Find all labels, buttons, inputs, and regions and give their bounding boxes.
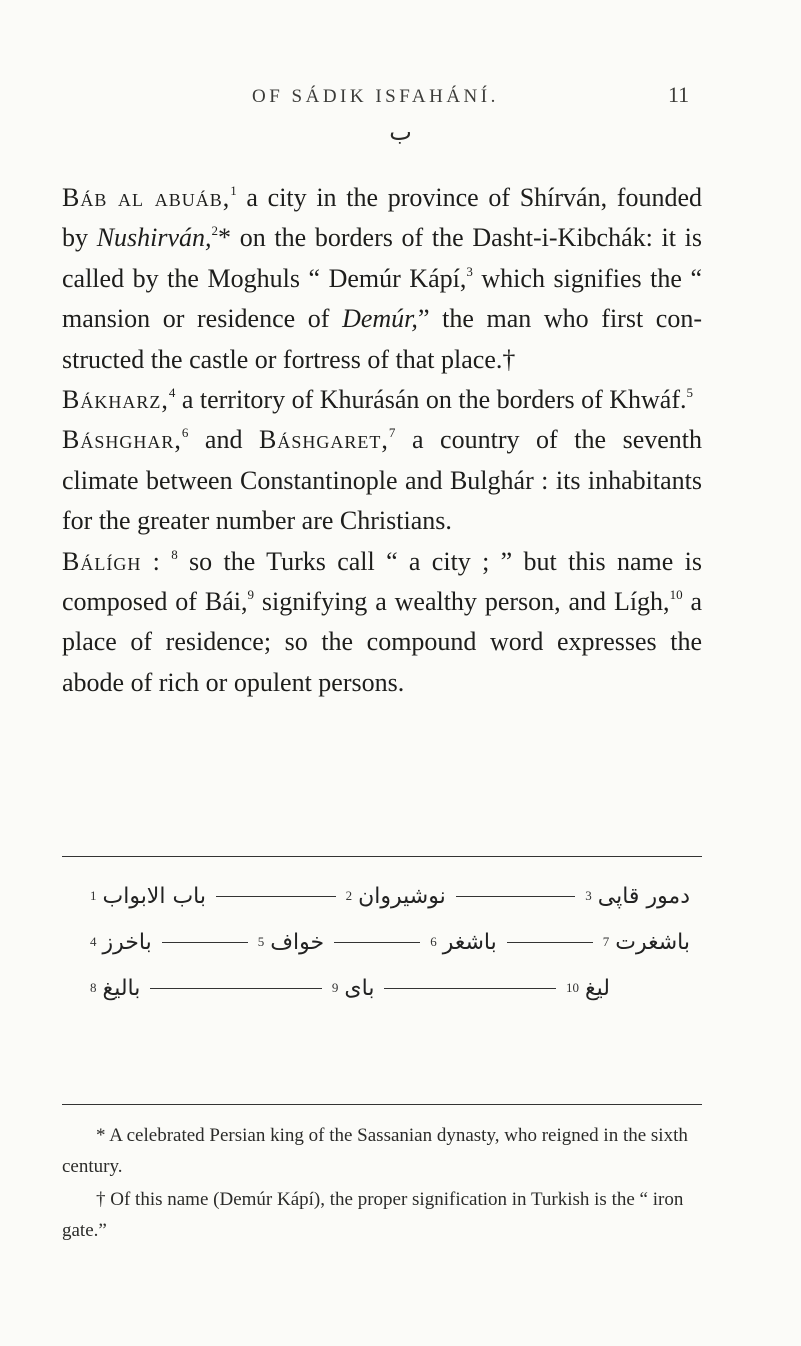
arabic-note-number: 8 (90, 979, 97, 995)
note-separator (456, 896, 576, 897)
notes-divider-top (62, 856, 702, 857)
entry-head: Báb al abuáb, (62, 183, 231, 212)
page-number: 11 (668, 82, 690, 107)
entry-baligh (62, 542, 702, 704)
arabic-note (90, 884, 206, 909)
arabic-notes-row-3 (90, 966, 610, 1010)
entry-text: so the Turks call “ a city ; ” but this name is composed of Bái, (62, 546, 702, 617)
footnote-dagger: † Of this name (Demúr Kápí), the proper signification in Turkish is the “ iron gate.” (62, 1189, 684, 1241)
notes-divider-bottom (62, 1104, 702, 1105)
arabic-note-number: 1 (90, 887, 97, 903)
note-ref: 6 (181, 425, 189, 441)
entry-text: ” the man who first constructed the castle or fortress of that place.† (62, 304, 702, 374)
entry-head: Báshgaret, (259, 425, 389, 455)
entry-text: a territory of Khurásán on the borders of Khwáf. (175, 385, 687, 415)
entry-bakharz (62, 380, 702, 420)
entry-text: and (188, 425, 260, 455)
entry-text: a city in the province of Shírván, founded by (62, 183, 702, 253)
note-ref: 2 (211, 223, 219, 239)
arabic-note-word: دمور قاپی (597, 883, 691, 909)
note-separator (384, 988, 556, 989)
entry-text: a country of the seventh climate between Constantinople and Bulghár : its inhabitants for the greater number are Christians. (62, 425, 702, 536)
note-ref: 3 (466, 263, 473, 279)
note-ref: 1 (230, 183, 237, 198)
entry-text: which signifies the “ mansion or residence of (62, 263, 702, 334)
arabic-note-number: 10 (565, 979, 579, 995)
note-separator (507, 942, 593, 943)
footnotes (62, 1120, 702, 1248)
arabic-note-number: 5 (257, 933, 265, 949)
arabic-note-number: 3 (585, 887, 592, 903)
arabic-note-word: خواف (270, 929, 325, 955)
arabic-note-word: لیغ (584, 975, 610, 1001)
main-text (62, 178, 702, 703)
arabic-notes-row-1 (90, 874, 690, 918)
note-ref: 4 (168, 385, 176, 401)
arabic-note-word: بای (344, 975, 375, 1001)
section-letter: ب (389, 118, 412, 146)
footnote-asterisk: * A celebrated Persian king of the Sassanian dynasty, who reigned in the sixth century. (62, 1125, 688, 1177)
arabic-note-number: 4 (90, 933, 97, 949)
arabic-note-number: 2 (345, 887, 353, 903)
note-ref: 9 (247, 587, 254, 603)
entry-text: a place of residence; so the compound word expresses the abode of rich or opulent persons. (62, 587, 702, 697)
entry-name: Demúr, (342, 304, 418, 334)
arabic-note (90, 976, 140, 1001)
entry-text: : (141, 546, 172, 576)
entry-bab-al-abuab (62, 178, 702, 380)
arabic-note-number: 6 (430, 933, 437, 949)
arabic-note-number: 9 (331, 979, 339, 995)
arabic-note-word: باشغرت (615, 929, 690, 955)
arabic-note-word: باشغر (442, 929, 497, 955)
arabic-note-word: باب الابواب (102, 883, 207, 909)
entry-head: Bálígh (62, 546, 142, 576)
note-separator (162, 942, 248, 943)
arabic-note-word: بالیغ (102, 975, 141, 1001)
entry-head: Báshghar, (62, 425, 182, 455)
arabic-note (332, 976, 375, 1001)
arabic-note (585, 884, 690, 909)
note-ref: 8 (171, 546, 178, 562)
entry-bashghar (62, 420, 702, 541)
entry-text: signifying a wealthy person, and Lígh, (253, 587, 670, 617)
arabic-note (90, 930, 152, 955)
note-separator (216, 896, 336, 897)
arabic-note-word: باخرز (102, 929, 152, 955)
arabic-note (430, 930, 497, 955)
running-head: OF SÁDIK ISFAHÁNÍ. (252, 86, 499, 107)
entry-head: Bákharz, (62, 385, 169, 415)
arabic-note (566, 976, 610, 1001)
arabic-note-word: نوشیروان (358, 883, 446, 909)
arabic-note-number: 7 (602, 933, 610, 949)
note-separator (150, 988, 322, 989)
entry-text: * on the borders of the Dasht-i-Kibchák: it is called by the Moghuls “ Demúr Kápí, (62, 223, 703, 293)
arabic-notes-row-2 (90, 920, 690, 964)
entry-name: Nushirván, (96, 223, 212, 253)
arabic-note (346, 884, 446, 909)
arabic-note (603, 930, 690, 955)
note-ref: 7 (388, 425, 396, 441)
arabic-note (258, 930, 324, 955)
note-separator (334, 942, 420, 943)
note-ref: 10 (669, 587, 683, 603)
page-header (0, 78, 801, 118)
note-ref: 5 (686, 385, 694, 401)
